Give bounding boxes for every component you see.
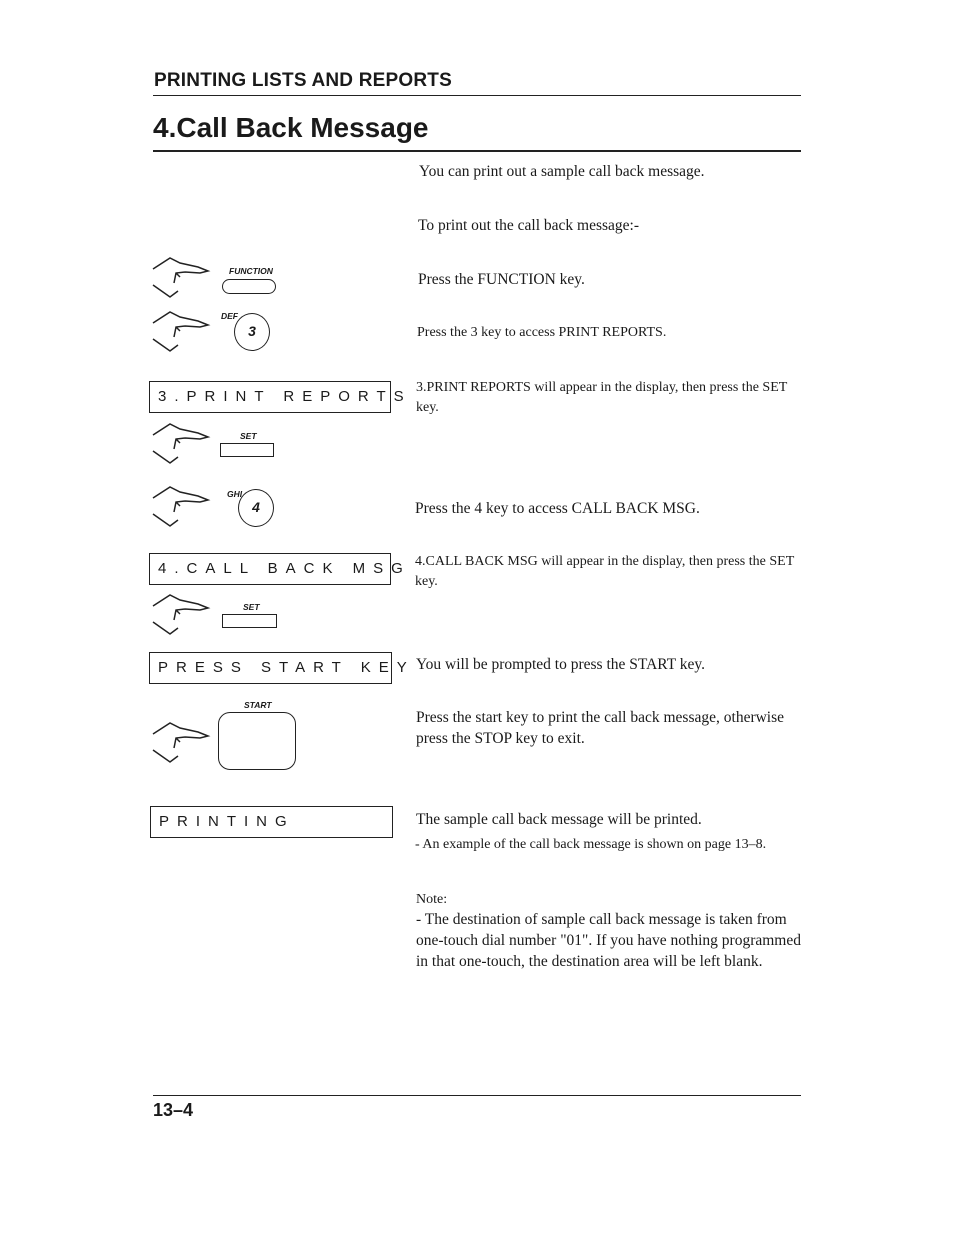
page-title: 4.Call Back Message <box>153 112 429 143</box>
page-number: 13–4 <box>153 1100 194 1120</box>
pointing-hand-icon <box>150 720 212 762</box>
step-3-text: 3.PRINT REPORTS will appear in the display, then press the SET key. <box>416 380 788 415</box>
note-label: Note: <box>416 892 448 907</box>
def-key-label: DEF <box>221 311 238 321</box>
ghi-key-label: GHI <box>227 489 243 499</box>
pointing-hand-icon <box>150 309 212 351</box>
step-5-text: 4.CALL BACK MSG will appear in the display, then press the SET key. <box>415 554 794 589</box>
set-key <box>222 614 277 628</box>
step-2-text: Press the 3 key to access PRINT REPORTS. <box>417 325 667 340</box>
step-7-text: Press the start key to print the call back message, otherwise press the STOP key to exit. <box>416 709 785 747</box>
note-text: - The destination of sample call back message is taken from one-touch dial number "01". If you have nothing programmed in that one-touch, the destination area will be left blank. <box>416 911 801 970</box>
step-1-text: Press the FUNCTION key. <box>418 271 585 288</box>
lcd-printing: PRINTING <box>150 806 393 838</box>
lcd-call-back-msg: 4.CALL BACK MSG <box>149 553 391 585</box>
pointing-hand-icon <box>150 255 212 297</box>
section-header: PRINTING LISTS AND REPORTS <box>154 70 452 91</box>
step-8-note: - An example of the call back message is shown on page 13–8. <box>415 837 767 852</box>
set-key-label: SET <box>240 431 257 441</box>
pointing-hand-icon <box>150 592 212 634</box>
function-key <box>222 279 276 294</box>
lcd-press-start-key: PRESS START KEY <box>149 652 392 684</box>
title-rule <box>153 150 801 152</box>
set-key <box>220 443 274 457</box>
pointing-hand-icon <box>150 421 212 463</box>
pointing-hand-icon <box>150 484 212 526</box>
step-4-text: Press the 4 key to access CALL BACK MSG. <box>415 500 700 517</box>
header-rule <box>153 95 801 96</box>
function-key-label: FUNCTION <box>229 266 273 276</box>
intro-text: You can print out a sample call back message. <box>419 163 705 180</box>
set-key-label: SET <box>243 602 260 612</box>
footer-rule <box>153 1095 801 1096</box>
four-key: 4 <box>238 489 274 527</box>
three-key: 3 <box>234 313 270 351</box>
start-key-label: START <box>244 700 272 710</box>
step-6-text: You will be prompted to press the START key. <box>416 656 706 673</box>
lcd-print-reports: 3.PRINT REPORTS <box>149 381 391 413</box>
step-8-text: The sample call back message will be printed. <box>416 811 702 828</box>
subintro-text: To print out the call back message:- <box>418 217 640 234</box>
start-key <box>218 712 296 770</box>
